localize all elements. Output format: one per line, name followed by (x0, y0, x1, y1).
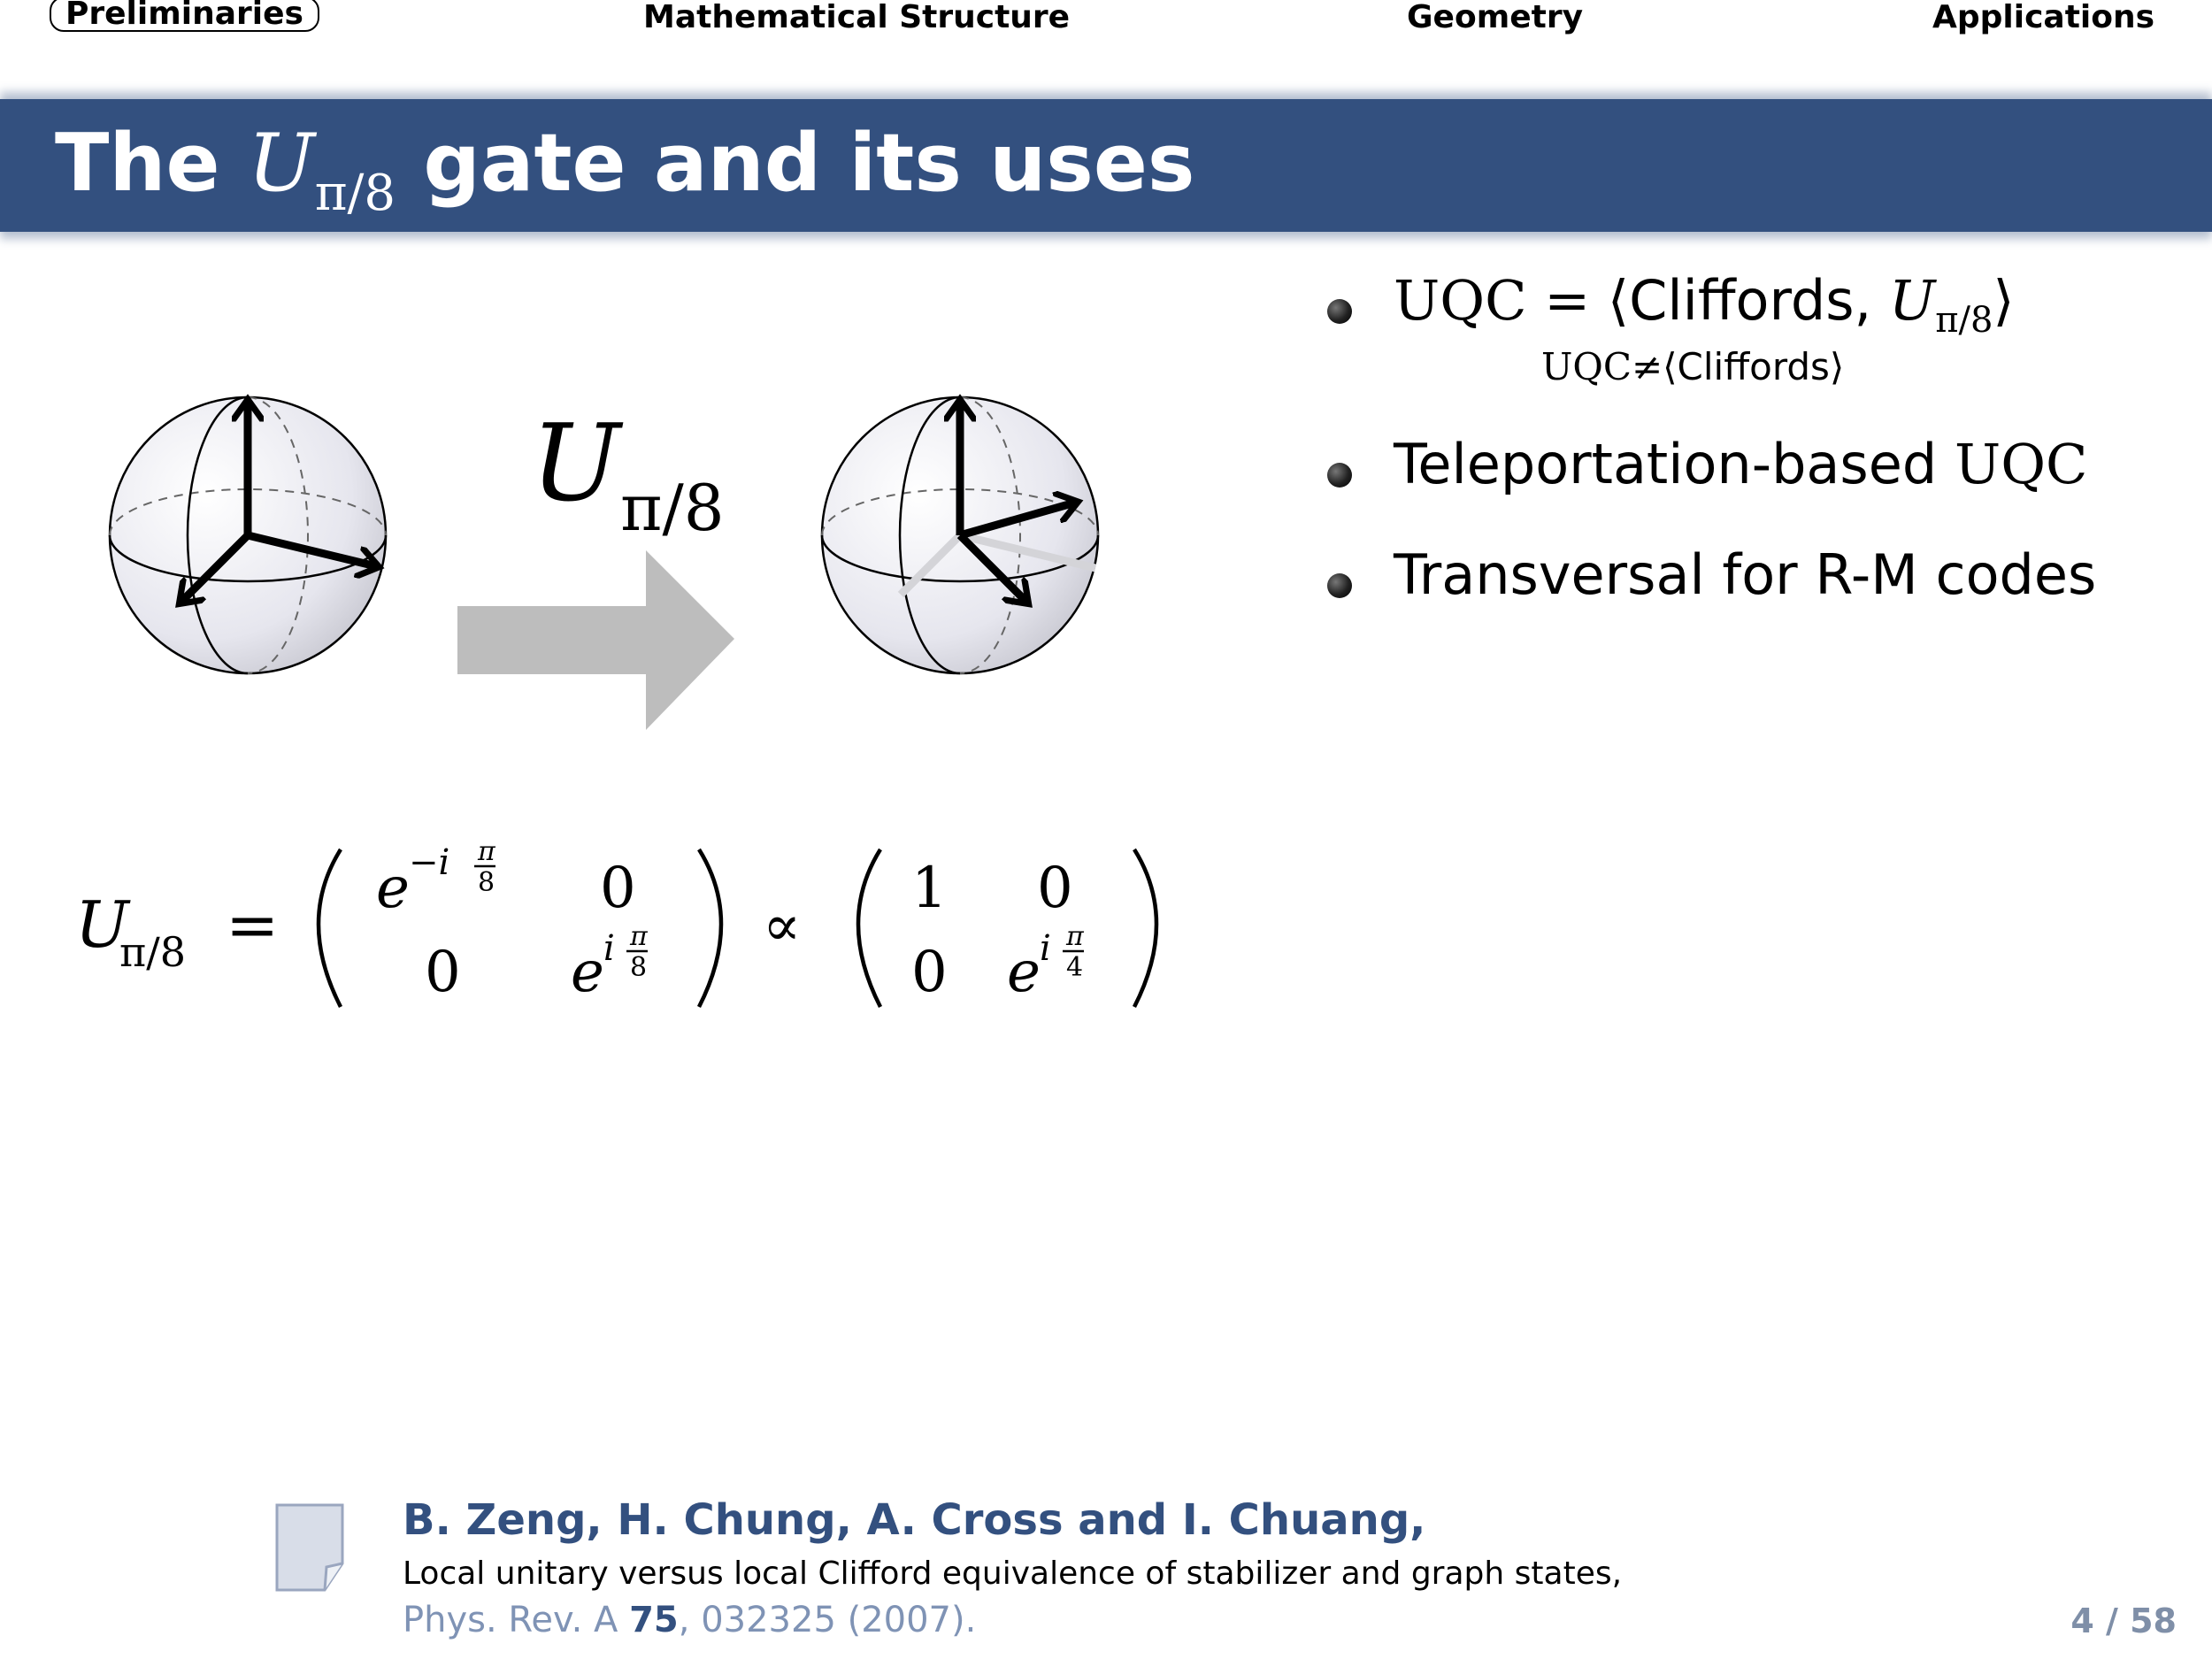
bullet-dot (1327, 463, 1352, 488)
m2-a12: 0 (1037, 856, 1073, 921)
m1-a11-frac-den: 8 (478, 867, 495, 898)
m2-a22-exp: i (1040, 928, 1051, 969)
reference-journal (403, 1600, 976, 1640)
gate-equation (0, 814, 1239, 1026)
eq-proportional: ∝ (763, 894, 802, 959)
m2-a22-frac-den: 4 (1066, 952, 1084, 983)
left-paren (319, 849, 341, 1007)
bullet-dot (1327, 573, 1352, 598)
title-suffix: gate and its uses (396, 117, 1195, 210)
right-paren (699, 849, 721, 1007)
m1-a11-exp: −i (409, 842, 450, 883)
page-number: 4 / 58 (2070, 1601, 2177, 1640)
title-prefix: The (55, 117, 248, 210)
bullet-note (1541, 345, 1844, 388)
bloch-sphere-left (110, 397, 386, 673)
bullet-note-tail: ⟩ (1829, 345, 1845, 388)
m1-a22-base: e (571, 940, 604, 1005)
bullet-text: Teleportation-based (1394, 432, 1955, 496)
right-arrow-icon (457, 550, 734, 730)
bullet-text: Transversal for R-M codes (1394, 542, 2097, 607)
m2-a22-frac-num: π (1066, 921, 1084, 952)
gate-label (531, 403, 725, 545)
m1-a12: 0 (600, 856, 636, 921)
m1-a11-frac-num: π (478, 836, 495, 867)
m2-a11: 1 (911, 856, 948, 921)
m2-a21: 0 (911, 940, 948, 1005)
bullet-math-main: U (1871, 268, 1936, 333)
right-paren (1134, 849, 1156, 1007)
title-math-sub: π/8 (314, 165, 396, 222)
eq-equals: = (226, 887, 280, 962)
m1-a11-base: e (376, 856, 410, 921)
bullet-note-text: Cliffords (1677, 345, 1830, 388)
nav-item-geometry[interactable]: Geometry (1407, 0, 1584, 35)
reference-journal-suffix: , 032325 (2007). (678, 1600, 977, 1640)
bullet-text: Cliffords, (1629, 268, 1872, 333)
nav-item-applications[interactable]: Applications (1932, 0, 2155, 35)
bloch-sphere-figure (0, 0, 1239, 796)
article-icon (270, 1500, 349, 1597)
title-math-main: U (247, 117, 315, 210)
reference-authors: B. Zeng, H. Chung, A. Cross and I. Chuang, (403, 1495, 1426, 1545)
bloch-sphere-right (822, 397, 1098, 673)
m1-a21: 0 (425, 940, 461, 1005)
m1-a22-frac-den: 8 (630, 952, 648, 983)
m1-a22-frac-num: π (630, 921, 648, 952)
nav-item-mathematical-structure[interactable]: Mathematical Structure (643, 0, 1071, 35)
gate-label-sub: π/8 (620, 471, 725, 545)
eq-lhs-main: U (75, 887, 129, 962)
bullet-tail: ⟩ (1993, 268, 2015, 333)
bullet-dot (1327, 299, 1352, 324)
bullet-note-lead: UQC≠⟨ (1541, 345, 1678, 388)
left-paren (858, 849, 880, 1007)
nav-item-preliminaries[interactable]: Preliminaries (50, 0, 319, 32)
eq-lhs-sub: π/8 (119, 928, 186, 976)
m1-a22-exp: i (603, 928, 615, 969)
reference-journal-prefix: Phys. Rev. A (403, 1600, 630, 1640)
bullet-math: UQC (1954, 432, 2088, 496)
m2-a22-base: e (1007, 940, 1041, 1005)
reference-volume: 75 (629, 1600, 679, 1640)
gate-label-main: U (531, 403, 621, 526)
reference-title: Local unitary versus local Clifford equivalence of stabilizer and graph states, (403, 1555, 1623, 1592)
bullet-lead: UQC = ⟨ (1394, 268, 1630, 333)
bullet-math-sub: π/8 (1935, 300, 1993, 341)
